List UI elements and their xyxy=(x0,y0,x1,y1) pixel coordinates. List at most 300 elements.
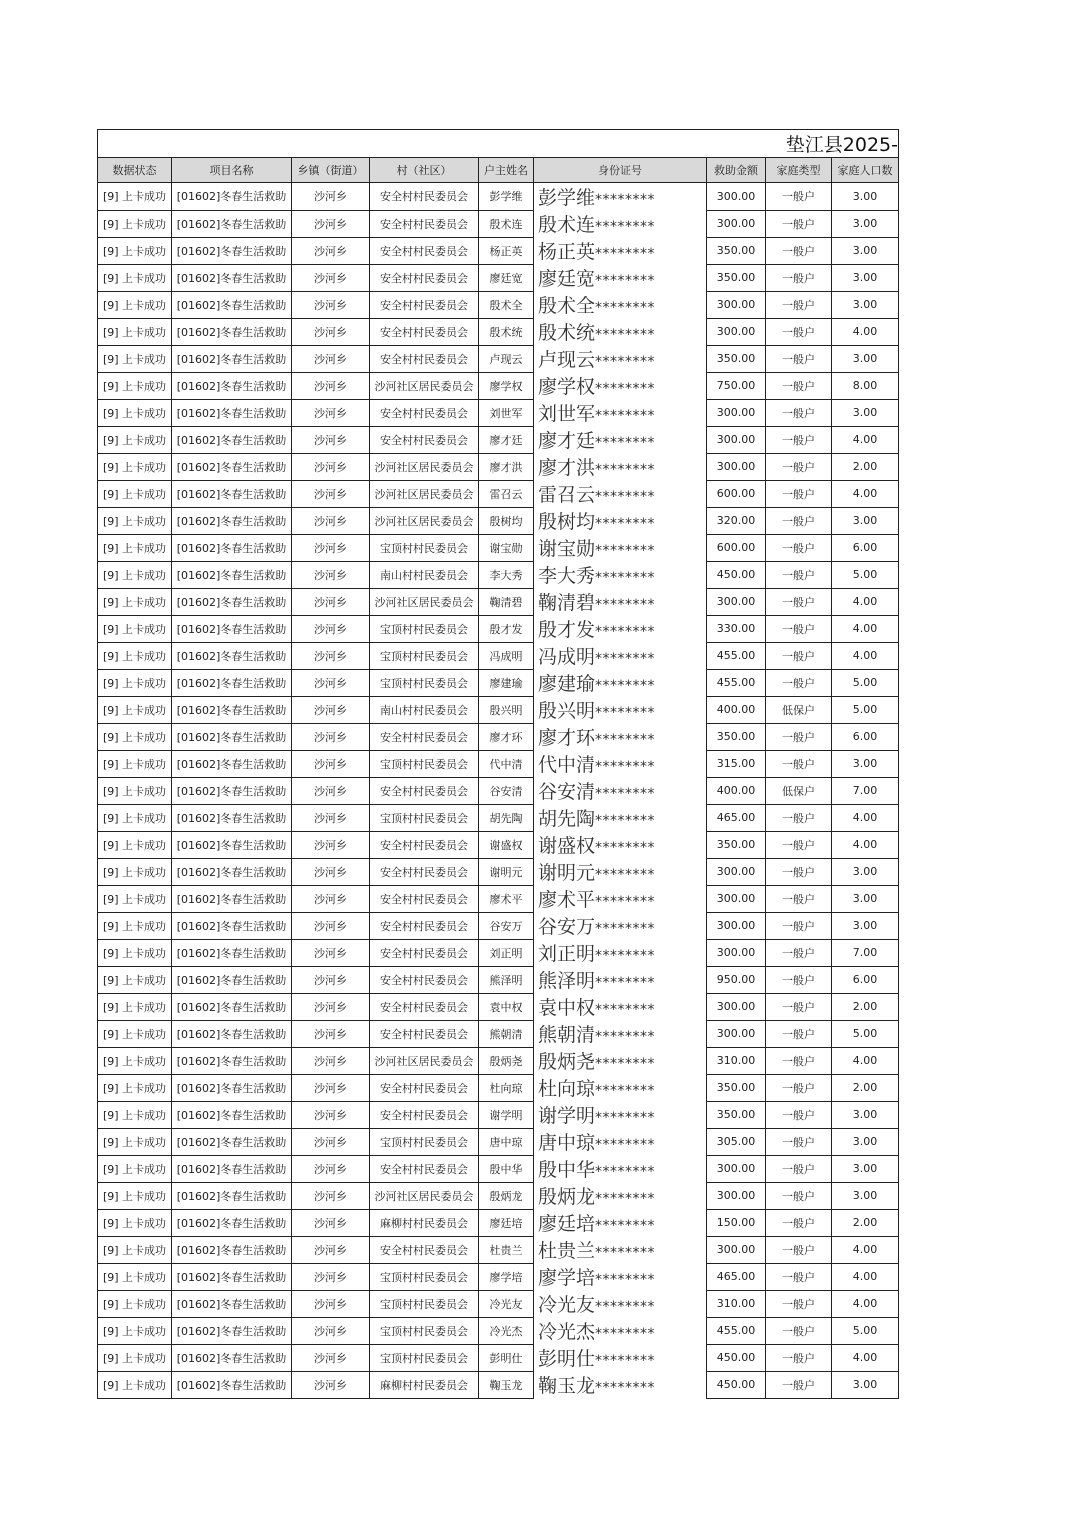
id-mask: ******** xyxy=(595,1272,656,1288)
status-cell: [9] 上卡成功 xyxy=(98,210,172,237)
family-size-cell: 3.00 xyxy=(832,291,899,318)
project-cell: [01602]冬春生活救助 xyxy=(172,588,292,615)
householder-cell: 彭明仕 xyxy=(479,1344,534,1371)
id-number-cell xyxy=(534,588,707,615)
town-cell: 沙河乡 xyxy=(292,1209,370,1236)
id-name-part: 殷术统 xyxy=(538,322,596,344)
family-size-cell: 3.00 xyxy=(832,264,899,291)
householder-cell: 熊朝清 xyxy=(479,1020,534,1047)
id-name-part: 谢盛权 xyxy=(538,835,596,857)
town-cell: 沙河乡 xyxy=(292,372,370,399)
id-name-part: 谷安清 xyxy=(538,781,596,803)
village-cell: 宝顶村村民委员会 xyxy=(370,1317,479,1344)
table-row xyxy=(98,1317,899,1344)
family-size-cell: 3.00 xyxy=(832,1155,899,1182)
family-type-cell: 一般户 xyxy=(766,183,832,211)
id-name-part: 熊朝清 xyxy=(538,1024,596,1046)
project-cell: [01602]冬春生活救助 xyxy=(172,345,292,372)
table-row xyxy=(98,372,899,399)
town-cell: 沙河乡 xyxy=(292,534,370,561)
id-name-part: 廖才洪 xyxy=(538,457,596,479)
status-cell: [9] 上卡成功 xyxy=(98,831,172,858)
project-cell: [01602]冬春生活救助 xyxy=(172,804,292,831)
id-mask: ******** xyxy=(595,705,656,721)
family-size-cell: 3.00 xyxy=(832,912,899,939)
id-mask: ******** xyxy=(595,327,656,343)
id-number-cell xyxy=(534,1236,707,1263)
village-cell: 安全村村民委员会 xyxy=(370,210,479,237)
id-name-part: 卢现云 xyxy=(538,349,596,371)
town-cell: 沙河乡 xyxy=(292,210,370,237)
id-mask: ******** xyxy=(595,624,656,640)
town-cell: 沙河乡 xyxy=(292,1344,370,1371)
family-type-cell: 一般户 xyxy=(766,1209,832,1236)
householder-cell: 代中清 xyxy=(479,750,534,777)
amount-cell: 465.00 xyxy=(707,1263,766,1290)
status-cell: [9] 上卡成功 xyxy=(98,1344,172,1371)
id-mask: ******** xyxy=(595,1002,656,1018)
status-cell: [9] 上卡成功 xyxy=(98,426,172,453)
id-number-cell xyxy=(534,642,707,669)
id-mask: ******** xyxy=(595,489,656,505)
householder-cell: 殷术连 xyxy=(479,210,534,237)
id-mask: ******** xyxy=(595,921,656,937)
project-cell: [01602]冬春生活救助 xyxy=(172,372,292,399)
village-cell: 宝顶村村民委员会 xyxy=(370,1263,479,1290)
householder-cell: 廖学权 xyxy=(479,372,534,399)
project-cell: [01602]冬春生活救助 xyxy=(172,1290,292,1317)
id-mask: ******** xyxy=(595,408,656,424)
amount-cell: 350.00 xyxy=(707,345,766,372)
town-cell: 沙河乡 xyxy=(292,399,370,426)
householder-cell: 刘世军 xyxy=(479,399,534,426)
id-mask: ******** xyxy=(595,462,656,478)
village-cell: 沙河社区居民委员会 xyxy=(370,480,479,507)
table-row xyxy=(98,183,899,211)
amount-cell: 310.00 xyxy=(707,1047,766,1074)
amount-cell: 450.00 xyxy=(707,561,766,588)
id-number-cell xyxy=(534,804,707,831)
amount-cell: 455.00 xyxy=(707,1317,766,1344)
id-mask: ******** xyxy=(595,678,656,694)
family-type-cell: 一般户 xyxy=(766,1371,832,1398)
family-type-cell: 一般户 xyxy=(766,1290,832,1317)
status-cell: [9] 上卡成功 xyxy=(98,777,172,804)
status-cell: [9] 上卡成功 xyxy=(98,804,172,831)
family-size-cell: 2.00 xyxy=(832,1209,899,1236)
town-cell: 沙河乡 xyxy=(292,1155,370,1182)
table-row xyxy=(98,534,899,561)
town-cell: 沙河乡 xyxy=(292,1047,370,1074)
id-number-cell xyxy=(534,453,707,480)
family-size-cell: 6.00 xyxy=(832,966,899,993)
family-size-cell: 5.00 xyxy=(832,669,899,696)
family-type-cell: 一般户 xyxy=(766,912,832,939)
status-cell: [9] 上卡成功 xyxy=(98,696,172,723)
id-mask: ******** xyxy=(595,1137,656,1153)
id-mask: ******** xyxy=(595,651,656,667)
relief-table xyxy=(97,129,899,1399)
town-cell: 沙河乡 xyxy=(292,561,370,588)
amount-cell: 600.00 xyxy=(707,534,766,561)
status-cell: [9] 上卡成功 xyxy=(98,1317,172,1344)
family-type-cell: 一般户 xyxy=(766,291,832,318)
town-cell: 沙河乡 xyxy=(292,777,370,804)
family-size-cell: 5.00 xyxy=(832,696,899,723)
householder-cell: 谢宝勋 xyxy=(479,534,534,561)
family-type-cell: 一般户 xyxy=(766,561,832,588)
id-mask: ******** xyxy=(595,570,656,586)
table-row xyxy=(98,561,899,588)
status-cell: [9] 上卡成功 xyxy=(98,237,172,264)
amount-cell: 330.00 xyxy=(707,615,766,642)
family-size-cell: 4.00 xyxy=(832,615,899,642)
table-row xyxy=(98,318,899,345)
id-number-cell xyxy=(534,345,707,372)
id-mask: ******** xyxy=(595,759,656,775)
family-type-cell: 一般户 xyxy=(766,1155,832,1182)
project-cell: [01602]冬春生活救助 xyxy=(172,1155,292,1182)
householder-cell: 彭学维 xyxy=(479,183,534,211)
id-mask: ******** xyxy=(595,597,656,613)
header-town: 乡镇（街道） xyxy=(292,158,370,183)
id-name-part: 殷术全 xyxy=(538,295,596,317)
header-project: 项目名称 xyxy=(172,158,292,183)
id-name-part: 殷树均 xyxy=(538,511,596,533)
id-number-cell xyxy=(534,1263,707,1290)
town-cell: 沙河乡 xyxy=(292,615,370,642)
status-cell: [9] 上卡成功 xyxy=(98,1236,172,1263)
table-row xyxy=(98,1128,899,1155)
householder-cell: 鞠清碧 xyxy=(479,588,534,615)
town-cell: 沙河乡 xyxy=(292,345,370,372)
householder-cell: 殷树均 xyxy=(479,507,534,534)
status-cell: [9] 上卡成功 xyxy=(98,1047,172,1074)
table-row xyxy=(98,588,899,615)
table-row xyxy=(98,1182,899,1209)
header-status: 数据状态 xyxy=(98,158,172,183)
householder-cell: 殷炳龙 xyxy=(479,1182,534,1209)
amount-cell: 465.00 xyxy=(707,804,766,831)
amount-cell: 300.00 xyxy=(707,399,766,426)
town-cell: 沙河乡 xyxy=(292,1101,370,1128)
amount-cell: 300.00 xyxy=(707,183,766,211)
family-type-cell: 一般户 xyxy=(766,723,832,750)
town-cell: 沙河乡 xyxy=(292,966,370,993)
family-type-cell: 一般户 xyxy=(766,534,832,561)
id-name-part: 殷中华 xyxy=(538,1159,596,1181)
householder-cell: 卢现云 xyxy=(479,345,534,372)
project-cell: [01602]冬春生活救助 xyxy=(172,777,292,804)
village-cell: 安全村村民委员会 xyxy=(370,183,479,211)
family-type-cell: 一般户 xyxy=(766,1047,832,1074)
family-size-cell: 8.00 xyxy=(832,372,899,399)
project-cell: [01602]冬春生活救助 xyxy=(172,507,292,534)
id-mask: ******** xyxy=(595,894,656,910)
table-row xyxy=(98,642,899,669)
amount-cell: 300.00 xyxy=(707,993,766,1020)
header-row xyxy=(98,158,899,183)
table-row xyxy=(98,345,899,372)
status-cell: [9] 上卡成功 xyxy=(98,750,172,777)
amount-cell: 350.00 xyxy=(707,237,766,264)
title-row xyxy=(98,130,899,158)
status-cell: [9] 上卡成功 xyxy=(98,939,172,966)
id-name-part: 廖才廷 xyxy=(538,430,596,452)
amount-cell: 300.00 xyxy=(707,1155,766,1182)
id-name-part: 廖建瑜 xyxy=(538,673,596,695)
family-size-cell: 6.00 xyxy=(832,534,899,561)
town-cell: 沙河乡 xyxy=(292,1128,370,1155)
id-name-part: 殷兴明 xyxy=(538,700,596,722)
id-number-cell xyxy=(534,1317,707,1344)
amount-cell: 315.00 xyxy=(707,750,766,777)
id-name-part: 杨正英 xyxy=(538,241,596,263)
town-cell: 沙河乡 xyxy=(292,885,370,912)
id-mask: ******** xyxy=(595,1083,656,1099)
table-row xyxy=(98,615,899,642)
id-name-part: 谢宝勋 xyxy=(538,538,596,560)
id-mask: ******** xyxy=(595,948,656,964)
village-cell: 安全村村民委员会 xyxy=(370,885,479,912)
project-cell: [01602]冬春生活救助 xyxy=(172,453,292,480)
table-row xyxy=(98,480,899,507)
householder-cell: 杨正英 xyxy=(479,237,534,264)
family-type-cell: 一般户 xyxy=(766,318,832,345)
family-size-cell: 7.00 xyxy=(832,777,899,804)
id-number-cell xyxy=(534,480,707,507)
amount-cell: 400.00 xyxy=(707,696,766,723)
id-mask: ******** xyxy=(595,840,656,856)
id-name-part: 冯成明 xyxy=(538,646,596,668)
family-type-cell: 一般户 xyxy=(766,831,832,858)
village-cell: 宝顶村村民委员会 xyxy=(370,804,479,831)
table-row xyxy=(98,453,899,480)
town-cell: 沙河乡 xyxy=(292,1020,370,1047)
id-name-part: 熊泽明 xyxy=(538,970,596,992)
village-cell: 安全村村民委员会 xyxy=(370,399,479,426)
family-size-cell: 7.00 xyxy=(832,939,899,966)
id-mask: ******** xyxy=(595,1218,656,1234)
village-cell: 安全村村民委员会 xyxy=(370,993,479,1020)
householder-cell: 廖廷宽 xyxy=(479,264,534,291)
family-size-cell: 4.00 xyxy=(832,318,899,345)
id-number-cell xyxy=(534,1182,707,1209)
householder-cell: 李大秀 xyxy=(479,561,534,588)
project-cell: [01602]冬春生活救助 xyxy=(172,750,292,777)
amount-cell: 350.00 xyxy=(707,831,766,858)
header-id-number: 身份证号 xyxy=(534,158,707,183)
town-cell: 沙河乡 xyxy=(292,696,370,723)
family-size-cell: 6.00 xyxy=(832,723,899,750)
table-row xyxy=(98,237,899,264)
amount-cell: 300.00 xyxy=(707,426,766,453)
status-cell: [9] 上卡成功 xyxy=(98,318,172,345)
family-size-cell: 3.00 xyxy=(832,345,899,372)
id-mask: ******** xyxy=(595,354,656,370)
amount-cell: 455.00 xyxy=(707,642,766,669)
amount-cell: 400.00 xyxy=(707,777,766,804)
id-name-part: 彭明仕 xyxy=(538,1348,596,1370)
family-size-cell: 4.00 xyxy=(832,480,899,507)
status-cell: [9] 上卡成功 xyxy=(98,1290,172,1317)
family-size-cell: 3.00 xyxy=(832,1128,899,1155)
id-mask: ******** xyxy=(595,1029,656,1045)
village-cell: 宝顶村村民委员会 xyxy=(370,1344,479,1371)
town-cell: 沙河乡 xyxy=(292,1290,370,1317)
id-mask: ******** xyxy=(595,1380,656,1396)
id-number-cell xyxy=(534,750,707,777)
householder-cell: 殷炳尧 xyxy=(479,1047,534,1074)
table-row xyxy=(98,777,899,804)
family-size-cell: 2.00 xyxy=(832,453,899,480)
status-cell: [9] 上卡成功 xyxy=(98,912,172,939)
id-number-cell xyxy=(534,966,707,993)
id-mask: ******** xyxy=(595,1056,656,1072)
householder-cell: 冷光杰 xyxy=(479,1317,534,1344)
family-size-cell: 2.00 xyxy=(832,993,899,1020)
family-type-cell: 一般户 xyxy=(766,642,832,669)
project-cell: [01602]冬春生活救助 xyxy=(172,966,292,993)
village-cell: 安全村村民委员会 xyxy=(370,939,479,966)
village-cell: 宝顶村村民委员会 xyxy=(370,1128,479,1155)
project-cell: [01602]冬春生活救助 xyxy=(172,642,292,669)
village-cell: 宝顶村村民委员会 xyxy=(370,534,479,561)
family-size-cell: 4.00 xyxy=(832,1236,899,1263)
id-mask: ******** xyxy=(595,1353,656,1369)
project-cell: [01602]冬春生活救助 xyxy=(172,480,292,507)
id-name-part: 谷安万 xyxy=(538,916,596,938)
town-cell: 沙河乡 xyxy=(292,1182,370,1209)
family-size-cell: 4.00 xyxy=(832,1344,899,1371)
amount-cell: 300.00 xyxy=(707,858,766,885)
family-size-cell: 5.00 xyxy=(832,1020,899,1047)
project-cell: [01602]冬春生活救助 xyxy=(172,561,292,588)
id-name-part: 杜贵兰 xyxy=(538,1240,596,1262)
id-number-cell xyxy=(534,1020,707,1047)
id-name-part: 刘正明 xyxy=(538,943,596,965)
family-size-cell: 2.00 xyxy=(832,1074,899,1101)
family-size-cell: 4.00 xyxy=(832,642,899,669)
amount-cell: 300.00 xyxy=(707,939,766,966)
project-cell: [01602]冬春生活救助 xyxy=(172,264,292,291)
id-number-cell xyxy=(534,993,707,1020)
id-mask: ******** xyxy=(595,273,656,289)
status-cell: [9] 上卡成功 xyxy=(98,561,172,588)
householder-cell: 杜向琼 xyxy=(479,1074,534,1101)
amount-cell: 350.00 xyxy=(707,1074,766,1101)
id-name-part: 谢学明 xyxy=(538,1105,596,1127)
householder-cell: 谢明元 xyxy=(479,858,534,885)
table-row xyxy=(98,723,899,750)
project-cell: [01602]冬春生活救助 xyxy=(172,1317,292,1344)
family-type-cell: 一般户 xyxy=(766,1182,832,1209)
family-type-cell: 一般户 xyxy=(766,858,832,885)
amount-cell: 300.00 xyxy=(707,318,766,345)
village-cell: 安全村村民委员会 xyxy=(370,723,479,750)
village-cell: 沙河社区居民委员会 xyxy=(370,1182,479,1209)
id-number-cell xyxy=(534,615,707,642)
id-name-part: 鞠玉龙 xyxy=(538,1375,596,1397)
family-size-cell: 3.00 xyxy=(832,1101,899,1128)
village-cell: 宝顶村村民委员会 xyxy=(370,750,479,777)
family-type-cell: 一般户 xyxy=(766,1128,832,1155)
family-type-cell: 一般户 xyxy=(766,345,832,372)
village-cell: 沙河社区居民委员会 xyxy=(370,453,479,480)
project-cell: [01602]冬春生活救助 xyxy=(172,426,292,453)
id-name-part: 殷才发 xyxy=(538,619,596,641)
amount-cell: 310.00 xyxy=(707,1290,766,1317)
header-family-size: 家庭人口数 xyxy=(832,158,899,183)
householder-cell: 袁中权 xyxy=(479,993,534,1020)
id-name-part: 冷光友 xyxy=(538,1294,596,1316)
table-row xyxy=(98,291,899,318)
id-name-part: 袁中权 xyxy=(538,997,596,1019)
town-cell: 沙河乡 xyxy=(292,642,370,669)
family-size-cell: 4.00 xyxy=(832,804,899,831)
town-cell: 沙河乡 xyxy=(292,291,370,318)
table-row xyxy=(98,1047,899,1074)
family-size-cell: 3.00 xyxy=(832,1182,899,1209)
id-mask: ******** xyxy=(595,867,656,883)
project-cell: [01602]冬春生活救助 xyxy=(172,723,292,750)
id-name-part: 杜向琼 xyxy=(538,1078,596,1100)
amount-cell: 320.00 xyxy=(707,507,766,534)
id-mask: ******** xyxy=(595,1299,656,1315)
family-size-cell: 4.00 xyxy=(832,588,899,615)
status-cell: [9] 上卡成功 xyxy=(98,615,172,642)
village-cell: 南山村村民委员会 xyxy=(370,696,479,723)
householder-cell: 鞠玉龙 xyxy=(479,1371,534,1398)
id-number-cell xyxy=(534,1344,707,1371)
family-type-cell: 一般户 xyxy=(766,750,832,777)
project-cell: [01602]冬春生活救助 xyxy=(172,1236,292,1263)
family-size-cell: 3.00 xyxy=(832,507,899,534)
town-cell: 沙河乡 xyxy=(292,426,370,453)
project-cell: [01602]冬春生活救助 xyxy=(172,1344,292,1371)
town-cell: 沙河乡 xyxy=(292,939,370,966)
family-size-cell: 3.00 xyxy=(832,1371,899,1398)
village-cell: 安全村村民委员会 xyxy=(370,291,479,318)
town-cell: 沙河乡 xyxy=(292,993,370,1020)
town-cell: 沙河乡 xyxy=(292,1263,370,1290)
project-cell: [01602]冬春生活救助 xyxy=(172,1074,292,1101)
id-name-part: 胡先陶 xyxy=(538,808,596,830)
town-cell: 沙河乡 xyxy=(292,318,370,345)
family-type-cell: 一般户 xyxy=(766,507,832,534)
id-mask: ******** xyxy=(595,1191,656,1207)
id-number-cell xyxy=(534,426,707,453)
table-row xyxy=(98,696,899,723)
family-type-cell: 一般户 xyxy=(766,1236,832,1263)
status-cell: [9] 上卡成功 xyxy=(98,480,172,507)
table-row xyxy=(98,1155,899,1182)
status-cell: [9] 上卡成功 xyxy=(98,1209,172,1236)
table-row xyxy=(98,1020,899,1047)
status-cell: [9] 上卡成功 xyxy=(98,507,172,534)
amount-cell: 450.00 xyxy=(707,1371,766,1398)
family-type-cell: 一般户 xyxy=(766,885,832,912)
header-village: 村（社区） xyxy=(370,158,479,183)
id-number-cell xyxy=(534,1047,707,1074)
id-number-cell xyxy=(534,507,707,534)
village-cell: 安全村村民委员会 xyxy=(370,777,479,804)
family-type-cell: 一般户 xyxy=(766,1263,832,1290)
amount-cell: 300.00 xyxy=(707,291,766,318)
amount-cell: 455.00 xyxy=(707,669,766,696)
id-mask: ******** xyxy=(595,1326,656,1342)
status-cell: [9] 上卡成功 xyxy=(98,1182,172,1209)
